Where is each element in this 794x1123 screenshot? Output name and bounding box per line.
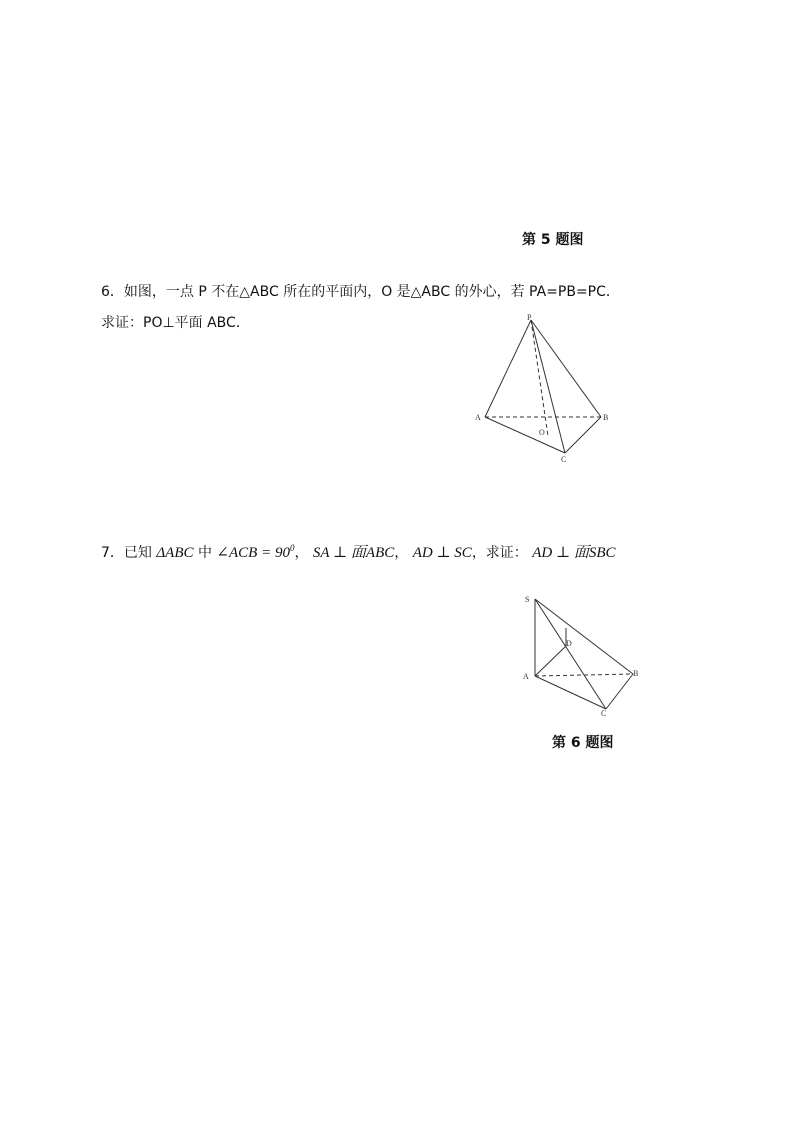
vertex-label-a: A [475,413,481,422]
condition-sa-perp-abc: SA ⊥ 面ABC [312,545,395,561]
vertex-label-b: B [633,669,639,678]
problem-7-line [101,541,616,562]
figure-5-caption: 第 5 题图 [522,232,584,248]
vertex-label-a: A [523,672,529,681]
edge-pb [531,320,601,417]
vertex-label-c: C [601,709,607,718]
vertex-label-b: B [603,413,609,422]
problem-7-prefix: 已知 [123,545,152,561]
point-label-o: O [539,428,545,437]
edge-bc [565,417,601,453]
separator-1: ， [294,545,309,561]
edge-ac [485,417,565,453]
edge-sb [535,599,633,674]
degree-mark: 0 [289,543,295,553]
figure-6-caption: 第 6 题图 [552,735,614,751]
problem-7-mid: 中 [197,545,212,561]
problem-6-line-1 [101,281,620,301]
vertex-label-s: S [525,595,530,604]
tetrahedron-pabc-figure [470,310,620,470]
angle-acb-text: ∠ACB = 90 [216,545,290,561]
angle-acb-condition [216,545,294,561]
point-label-d: D [566,639,572,648]
vertex-label-p: P [527,313,532,322]
tetrahedron-sabc-figure [520,590,645,720]
edge-bc [606,674,633,709]
triangle-abc: ΔABC [156,545,194,561]
problem-6-number: 6． [101,284,124,300]
problem-7-number: 7． [101,545,124,561]
vertex-label-c: C [561,455,567,464]
segment-ad [535,646,566,676]
problem-6-statement: 如图，一点 P 不在△ABC 所在的平面内，O 是△ABC 的外心，若 PA=PB=PC． [123,284,620,300]
condition-ad-perp-sc: AD ⊥ SC [412,545,472,561]
goal-ad-perp-sbc: AD ⊥ 面SBC [532,545,616,561]
separator-3: ，求证： [471,545,528,561]
separator-2: ， [394,545,409,561]
problem-6-line-2: 求证：PO⊥平面 ABC． [101,315,250,331]
edge-pa [485,320,531,417]
